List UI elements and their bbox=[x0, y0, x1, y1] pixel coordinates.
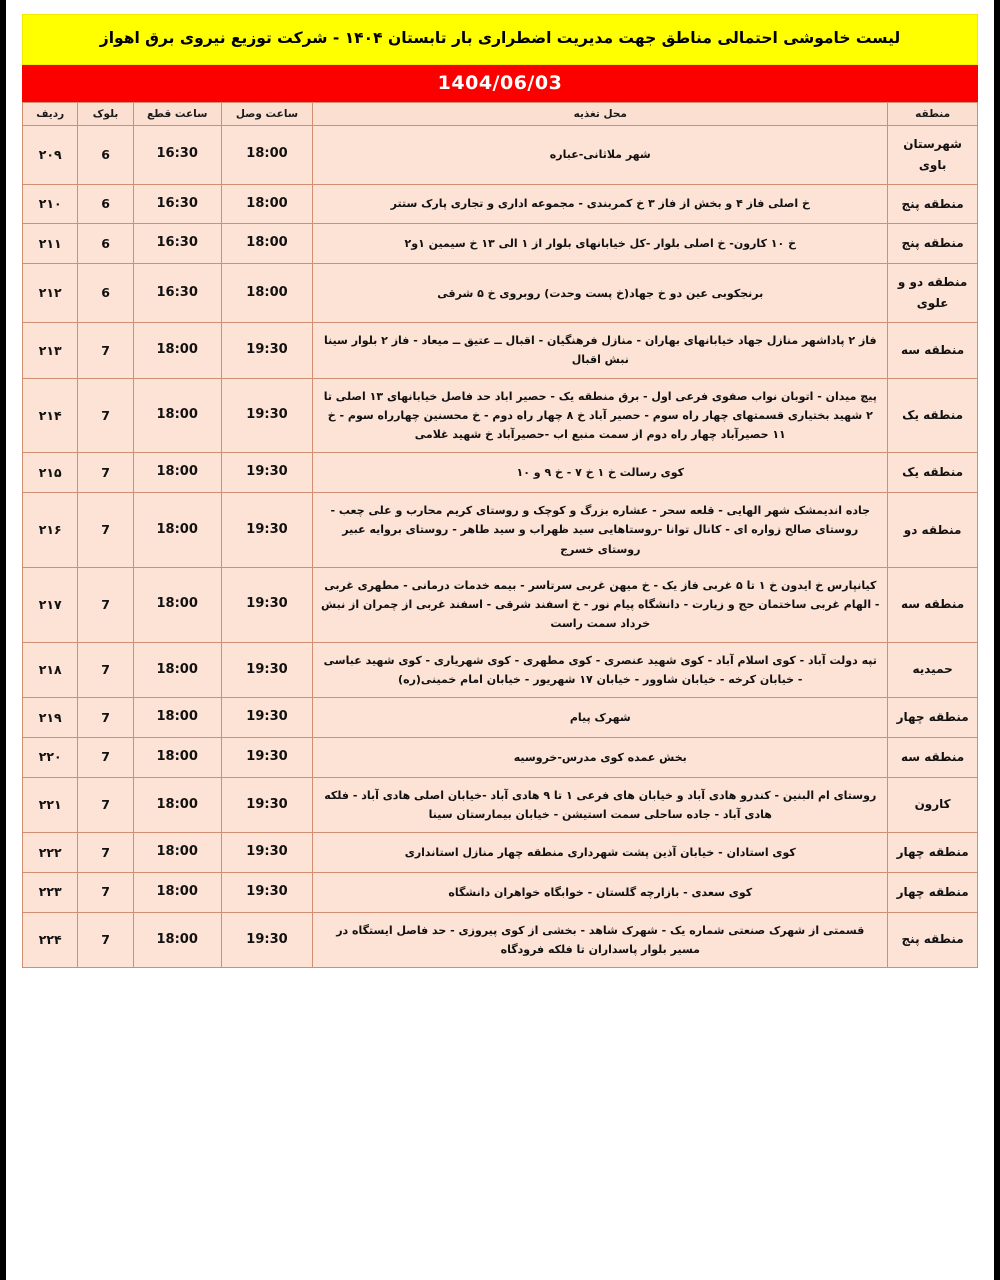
table-row bbox=[23, 378, 978, 453]
cell-reconnect-time: 19:30 bbox=[221, 737, 313, 777]
cell-row-number: ۲۱۹ bbox=[23, 698, 78, 738]
table-row bbox=[23, 777, 978, 833]
cell-feed: کوی سعدی - بازارچه گلستان - خوابگاه خواهران دانشگاه bbox=[313, 872, 888, 912]
outage-schedule-table bbox=[22, 102, 978, 969]
cell-reconnect-time: 19:30 bbox=[221, 642, 313, 698]
cell-feed: روستای ام البنین - کندرو هادی آباد و خیابان های فرعی ۱ تا ۹ هادی آباد -خیابان اصلی هادی آباد - فلکه هادی آباد - جاده ساحلی سمت استیشن - خیابان بیمارستان سینا bbox=[313, 777, 888, 833]
table-row bbox=[23, 264, 978, 323]
table-row bbox=[23, 642, 978, 698]
cell-reconnect-time: 18:00 bbox=[221, 184, 313, 224]
cell-reconnect-time: 19:30 bbox=[221, 833, 313, 873]
cell-feed: پیچ میدان - اتوبان نواب صفوی فرعی اول - برق منطقه یک - حصیر اباد حد فاصل خیابانهای ۱۳ اصلی تا ۲ شهید بختیاری قسمتهای چهار راه سوم - حصیر آباد خ ۸ چهار راه دوم - خ محسنین چهارراه سوم - خ ۱۱ حصیرآباد چهار راه دوم از سمت منبع اب -حصیرآباد خ شهید غلامی bbox=[313, 378, 888, 453]
cell-region: منطقه چهار bbox=[888, 872, 978, 912]
cell-region: منطقه سه bbox=[888, 737, 978, 777]
cell-row-number: ۲۱۰ bbox=[23, 184, 78, 224]
column-header-region: منطقه bbox=[888, 102, 978, 125]
cell-feed: کیانپارس خ ایدون خ ۱ تا ۵ غربی فاز یک - خ میهن غربی سرتاسر - بیمه خدمات درمانی - مطهری غربی - الهام غربی ساختمان حج و زیارت - دانشگاه پیام نور - خ اسفند شرقی - اسفند غربی از چمران از نبش خرداد سمت راست bbox=[313, 567, 888, 642]
cell-block: 6 bbox=[78, 125, 133, 184]
cell-region: منطقه سه bbox=[888, 323, 978, 379]
cell-region: منطقه پنج bbox=[888, 912, 978, 968]
cell-row-number: ۲۱۷ bbox=[23, 567, 78, 642]
document-title-banner: لیست خاموشی احتمالی مناطق جهت مدیریت اضطراری بار تابستان ۱۴۰۴ - شرکت توزیع نیروی برق اهواز bbox=[22, 14, 978, 65]
cell-block: 7 bbox=[78, 912, 133, 968]
cell-row-number: ۲۲۰ bbox=[23, 737, 78, 777]
cell-disconnect-time: 18:00 bbox=[133, 378, 221, 453]
cell-disconnect-time: 18:00 bbox=[133, 737, 221, 777]
cell-reconnect-time: 19:30 bbox=[221, 698, 313, 738]
cell-row-number: ۲۱۱ bbox=[23, 224, 78, 264]
page-edge-left bbox=[0, 0, 6, 1280]
cell-block: 7 bbox=[78, 378, 133, 453]
cell-disconnect-time: 18:00 bbox=[133, 323, 221, 379]
cell-block: 7 bbox=[78, 872, 133, 912]
table-row bbox=[23, 323, 978, 379]
cell-disconnect-time: 16:30 bbox=[133, 125, 221, 184]
table-row bbox=[23, 737, 978, 777]
cell-region: منطقه چهار bbox=[888, 698, 978, 738]
cell-region: منطقه یک bbox=[888, 378, 978, 453]
column-header-row-number: ردیف bbox=[23, 102, 78, 125]
column-header-reconnect-time: ساعت وصل bbox=[221, 102, 313, 125]
column-header-block: بلوک bbox=[78, 102, 133, 125]
cell-disconnect-time: 16:30 bbox=[133, 224, 221, 264]
cell-reconnect-time: 19:30 bbox=[221, 378, 313, 453]
cell-disconnect-time: 18:00 bbox=[133, 872, 221, 912]
cell-row-number: ۲۲۲ bbox=[23, 833, 78, 873]
cell-feed: بخش عمده کوی مدرس-خروسیه bbox=[313, 737, 888, 777]
cell-row-number: ۲۲۱ bbox=[23, 777, 78, 833]
cell-feed: شهر ملاثانی-عباره bbox=[313, 125, 888, 184]
table-row bbox=[23, 224, 978, 264]
table-row bbox=[23, 184, 978, 224]
cell-disconnect-time: 18:00 bbox=[133, 698, 221, 738]
cell-reconnect-time: 18:00 bbox=[221, 224, 313, 264]
cell-disconnect-time: 18:00 bbox=[133, 777, 221, 833]
cell-feed: فاز ۲ پاداشهر منازل جهاد خیابانهای بهاران - منازل فرهنگیان - اقبال ــ عتیق ــ میعاد - فاز ۲ بلوار سینا نبش اقبال bbox=[313, 323, 888, 379]
table-row bbox=[23, 567, 978, 642]
table-header-row bbox=[23, 102, 978, 125]
cell-disconnect-time: 16:30 bbox=[133, 264, 221, 323]
cell-disconnect-time: 18:00 bbox=[133, 912, 221, 968]
cell-reconnect-time: 19:30 bbox=[221, 453, 313, 493]
cell-row-number: ۲۱۶ bbox=[23, 493, 78, 568]
cell-row-number: ۲۱۴ bbox=[23, 378, 78, 453]
table-row bbox=[23, 833, 978, 873]
cell-region: منطقه پنج bbox=[888, 184, 978, 224]
cell-block: 6 bbox=[78, 224, 133, 264]
cell-feed: کوی استادان - خیابان آذین پشت شهرداری منطقه چهار منازل استانداری bbox=[313, 833, 888, 873]
cell-region: منطقه پنج bbox=[888, 224, 978, 264]
cell-row-number: ۲۱۲ bbox=[23, 264, 78, 323]
cell-region: منطقه سه bbox=[888, 567, 978, 642]
cell-feed: شهرک پیام bbox=[313, 698, 888, 738]
table-row bbox=[23, 698, 978, 738]
column-header-disconnect-time: ساعت قطع bbox=[133, 102, 221, 125]
cell-region: کارون bbox=[888, 777, 978, 833]
cell-reconnect-time: 19:30 bbox=[221, 567, 313, 642]
cell-row-number: ۲۱۸ bbox=[23, 642, 78, 698]
column-header-feed: محل تغذیه bbox=[313, 102, 888, 125]
cell-block: 7 bbox=[78, 567, 133, 642]
cell-region: شهرستان باوی bbox=[888, 125, 978, 184]
cell-region: منطقه دو bbox=[888, 493, 978, 568]
cell-feed: خ ۱۰ کارون- خ اصلی بلوار -کل خیابانهای بلوار از ۱ الی ۱۳ خ سیمین ۱و۲ bbox=[313, 224, 888, 264]
cell-row-number: ۲۱۵ bbox=[23, 453, 78, 493]
cell-feed: تپه دولت آباد - کوی اسلام آباد - کوی شهید عنصری - کوی مطهری - کوی شهریاری - کوی شهید عباسی - خیابان کرخه - خیابان شاوور - خیابان ۱۷ شهریور - خیابان امام خمینی(ره) bbox=[313, 642, 888, 698]
cell-block: 7 bbox=[78, 453, 133, 493]
cell-reconnect-time: 19:30 bbox=[221, 872, 313, 912]
table-row bbox=[23, 912, 978, 968]
table-row bbox=[23, 453, 978, 493]
cell-reconnect-time: 19:30 bbox=[221, 493, 313, 568]
cell-feed: قسمتی از شهرک صنعتی شماره یک - شهرک شاهد - بخشی از کوی پیروزی - حد فاصل ایستگاه در مسیر بلوار پاسداران تا فلکه فرودگاه bbox=[313, 912, 888, 968]
cell-row-number: ۲۰۹ bbox=[23, 125, 78, 184]
cell-block: 7 bbox=[78, 698, 133, 738]
cell-block: 7 bbox=[78, 833, 133, 873]
cell-reconnect-time: 18:00 bbox=[221, 125, 313, 184]
cell-region: منطقه دو و علوی bbox=[888, 264, 978, 323]
cell-disconnect-time: 16:30 bbox=[133, 184, 221, 224]
cell-disconnect-time: 18:00 bbox=[133, 453, 221, 493]
cell-region: منطقه چهار bbox=[888, 833, 978, 873]
cell-block: 6 bbox=[78, 264, 133, 323]
cell-row-number: ۲۲۴ bbox=[23, 912, 78, 968]
table-body bbox=[23, 125, 978, 968]
document-date-banner: 1404/06/03 bbox=[22, 65, 978, 102]
cell-feed: خ اصلی فاز ۴ و بخش از فاز ۳ خ کمربندی - مجموعه اداری و تجاری پارک ستتر bbox=[313, 184, 888, 224]
cell-reconnect-time: 19:30 bbox=[221, 323, 313, 379]
cell-block: 7 bbox=[78, 737, 133, 777]
page-edge-right bbox=[994, 0, 1000, 1280]
cell-feed: کوی رسالت خ ۱ خ ۷ - خ ۹ و ۱۰ bbox=[313, 453, 888, 493]
cell-disconnect-time: 18:00 bbox=[133, 833, 221, 873]
table-row bbox=[23, 872, 978, 912]
table-row bbox=[23, 125, 978, 184]
cell-disconnect-time: 18:00 bbox=[133, 642, 221, 698]
cell-feed: برنجکوبی عین دو خ جهاد(خ پست وحدت) روبروی خ ۵ شرقی bbox=[313, 264, 888, 323]
cell-block: 7 bbox=[78, 493, 133, 568]
cell-block: 7 bbox=[78, 777, 133, 833]
cell-row-number: ۲۱۳ bbox=[23, 323, 78, 379]
cell-reconnect-time: 18:00 bbox=[221, 264, 313, 323]
table-row bbox=[23, 493, 978, 568]
cell-region: منطقه یک bbox=[888, 453, 978, 493]
cell-block: 7 bbox=[78, 323, 133, 379]
cell-region: حمیدیه bbox=[888, 642, 978, 698]
cell-disconnect-time: 18:00 bbox=[133, 567, 221, 642]
cell-block: 7 bbox=[78, 642, 133, 698]
cell-reconnect-time: 19:30 bbox=[221, 912, 313, 968]
cell-reconnect-time: 19:30 bbox=[221, 777, 313, 833]
cell-disconnect-time: 18:00 bbox=[133, 493, 221, 568]
cell-block: 6 bbox=[78, 184, 133, 224]
cell-row-number: ۲۲۳ bbox=[23, 872, 78, 912]
cell-feed: جاده اندیمشک شهر الهایی - قلعه سحر - عشاره بزرگ و کوچک و روستای کریم محارب و علی چعب - روستای صالح زواره ای - کانال توانا -روستاهایی سید ظهراب و سید طاهر - روستای بروایه عبیر روستای خسرج bbox=[313, 493, 888, 568]
